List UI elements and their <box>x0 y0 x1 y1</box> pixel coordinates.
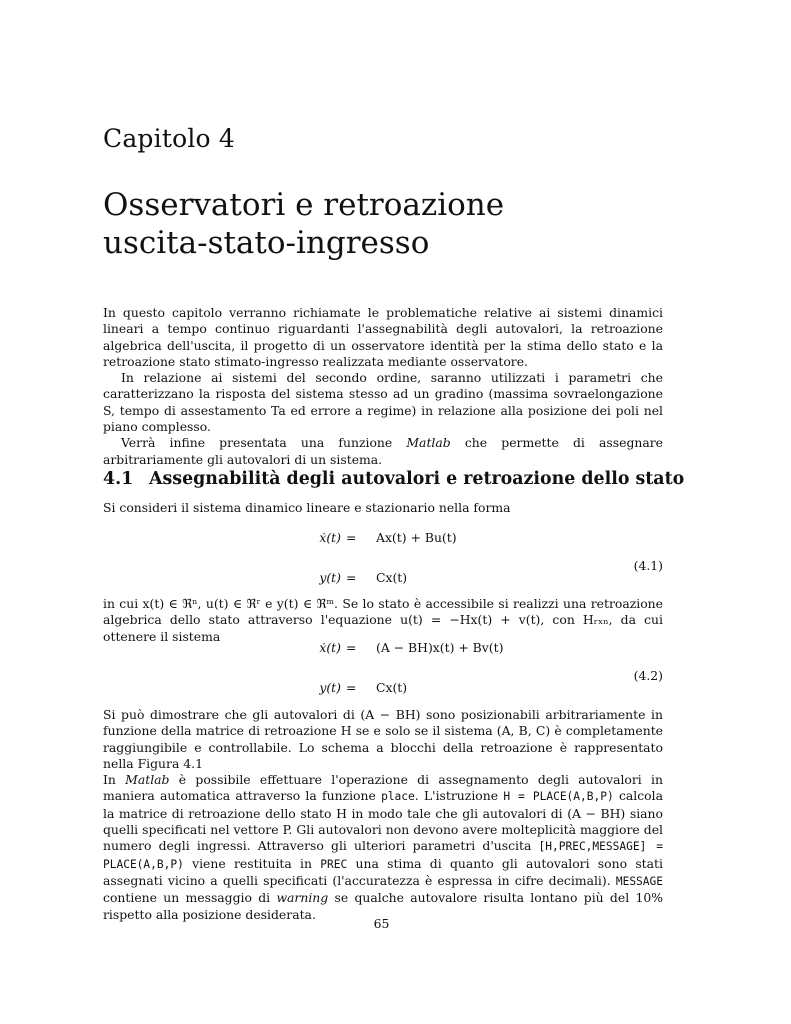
equation-row <box>103 570 663 588</box>
paragraph-matlab-place <box>103 772 663 923</box>
section-title: Assegnabilità degli autovalori e retroazione dello stato <box>149 469 685 489</box>
intro-paragraph-1: In questo capitolo verranno richiamate le problematiche relative ai sistemi dinamici lineari a tempo continuo riguardanti l'assegnabilità degli autovalori, la retroazione algebrica dell'uscita, il progetto di un osservatore identità per la stima dello stato e la retroazione stato stimato-ingresso realizzata mediante osservatore. <box>103 305 663 369</box>
equation-rhs: Cx(t) <box>376 570 408 585</box>
code-prec: PREC <box>320 857 348 871</box>
intro-paragraph-2: In relazione ai sistemi del secondo ordine, saranno utilizzati i parametri che caratterizzano la risposta del sistema stesso ad un gradino (massima sovraelongazione S, tempo di assestamento Ta ed errore a regime) in relazione alla posizione dei poli nel piano complesso. <box>103 370 663 435</box>
chapter-title <box>103 186 703 262</box>
intro-paragraph-3 <box>103 435 663 468</box>
text-run: In <box>103 772 126 788</box>
warning-term: warning <box>276 890 329 906</box>
equation-rhs: (A − BH)x(t) + Bv(t) <box>376 640 504 655</box>
chapter-title-line-2: uscita-stato-ingresso <box>103 225 430 261</box>
equation-row <box>103 530 663 548</box>
equation-operator: = <box>346 640 357 655</box>
text-run: una stima di quanto gli autovalori sono stati assegnati vicino a quelli specificati (l'accuratezza è espressa in cifre decimali). <box>103 855 663 888</box>
equation-operator: = <box>346 680 357 695</box>
section-number: 4.1 <box>103 469 134 489</box>
equation-4-1 <box>103 530 663 602</box>
page-number: 65 <box>373 916 390 931</box>
lead-paragraph: Si consideri il sistema dinamico lineare e stazionario nella forma <box>103 500 511 515</box>
text-run: calcola la matrice di retroazione dello stato H in modo tale che gli autovalori di (A − BH) siano quelli specificati nel vettore P. Gli autovalori non devono avere molteplicità maggiore del numero degli ingressi. Attraverso gli ulteriori parametri d'uscita <box>103 788 663 854</box>
equation-rhs: Ax(t) + Bu(t) <box>376 530 457 545</box>
equation-lhs: y(t) <box>319 680 341 695</box>
code-place-call: H = PLACE(A,B,P) <box>503 790 614 804</box>
paragraph-eigenvalues <box>103 707 663 923</box>
equation-lhs: ẋ(t) <box>319 530 341 545</box>
equation-number: (4.1) <box>633 558 663 573</box>
chapter-label: Capitolo 4 <box>103 124 236 153</box>
equation-4-2 <box>103 640 663 712</box>
equation-rhs: Cx(t) <box>376 680 408 695</box>
equation-lhs: y(t) <box>319 570 341 585</box>
intro-p3-text-c: che permette di assegnare arbitrariamente gli autovalori di un sistema. <box>103 435 663 467</box>
code-place: place <box>381 790 415 804</box>
text-run: . L'istruzione <box>414 788 504 804</box>
paragraph-feedback: in cui x(t) ∈ ℜⁿ, u(t) ∈ ℜʳ e y(t) ∈ ℜᵐ. Se lo stato è accessibile si realizzi una retroazione algebrica dello stato attraverso l'equazione u(t) = −Hx(t) + v(t), con Hᵣₓₙ, da cui ottenere il sistema <box>103 596 663 644</box>
text-run: è possibile effettuare l'operazione di assegnamento degli autovalori in maniera automatica attraverso la funzione <box>103 772 663 804</box>
text-run: viene restituita in <box>183 855 321 871</box>
text-run: contiene un messaggio di <box>103 890 277 906</box>
equation-row <box>103 640 663 658</box>
chapter-title-line-1: Osservatori e retroazione <box>103 187 505 223</box>
matlab-term: Matlab <box>125 772 170 788</box>
matlab-term: Matlab <box>406 435 451 451</box>
intro-section <box>103 305 663 468</box>
equation-number: (4.2) <box>633 668 663 683</box>
equation-row <box>103 680 663 698</box>
equation-operator: = <box>346 570 357 585</box>
code-place-full-call: [H,PREC,MESSAGE] = PLACE(A,B,P) <box>103 840 663 871</box>
intro-p3-text-a: Verrà infine presentata una funzione <box>121 435 407 451</box>
code-message: MESSAGE <box>615 874 663 888</box>
paragraph-controllability: Si può dimostrare che gli autovalori di (A − BH) sono posizionabili arbitrariamente in funzione della matrice di retroazione H se e solo se il sistema (A, B, C) è completamente raggiungibile e controllabile. Lo schema a blocchi della retroazione è rappresentato nella Figura 4.1 <box>103 707 663 771</box>
equation-operator: = <box>346 530 357 545</box>
text-run: se qualche autovalore risulta lontano più del 10% rispetto alla posizione desiderata. <box>103 890 663 922</box>
section-heading <box>103 469 684 489</box>
equation-lhs: ẋ(t) <box>319 640 341 655</box>
